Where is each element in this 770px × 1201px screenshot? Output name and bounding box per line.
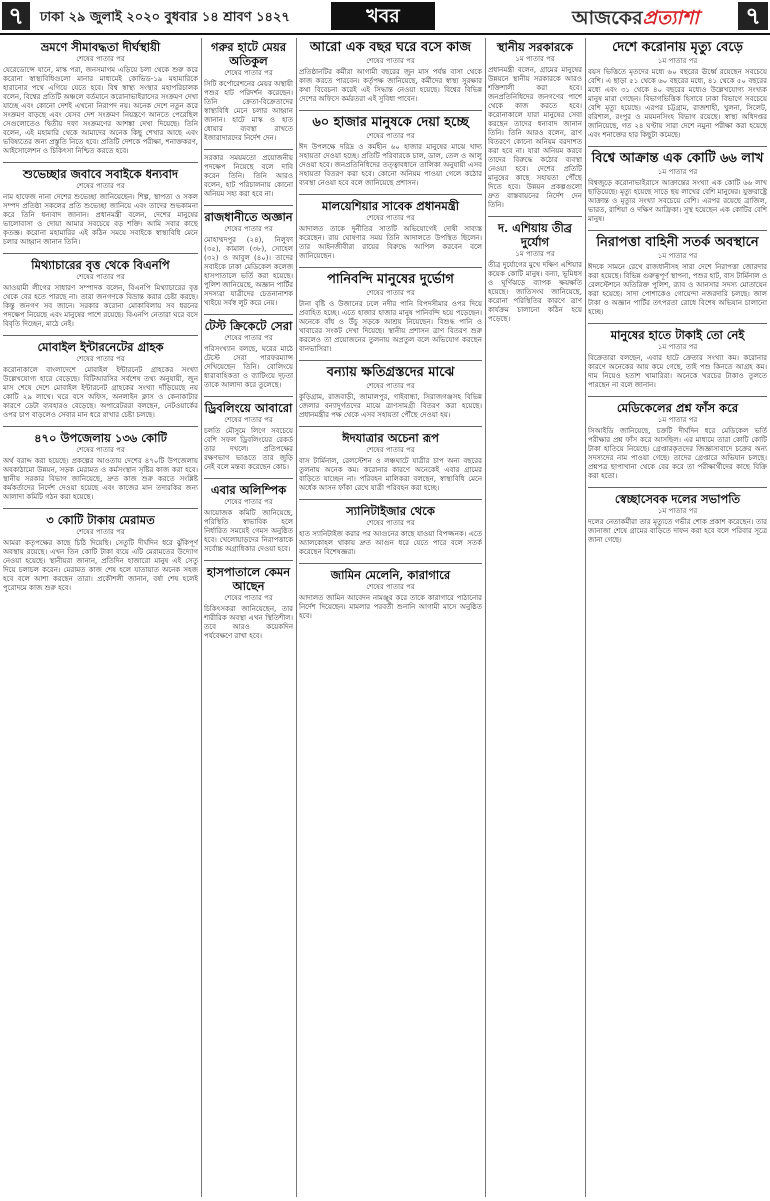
column-5 — [588, 38, 767, 1197]
article-body: কুড়িগ্রাম, রাজবাড়ী, জামালপুর, গাইবান্ধা, সিরাজগঞ্জসহ বিভিন্ন জেলার বন্যাদুর্গতদের মাঝে ত্রাণসামগ্রী বিতরণ করা হয়েছে। প্রধানমন্ত্রীর পক্ষ থেকে এসব সহায়তা পৌঁছে দেওয়া হয়। — [299, 393, 482, 419]
article-headline: ৩ কোটি টাকায় মেরামত — [46, 513, 155, 527]
article-body: দলের নেতাকর্মীরা তার মৃত্যুতে গভীর শোক প্রকাশ করেছেন। তার জানাজা শেষে গ্রামের বাড়িতে দাফন করা হবে বলে পরিবার সূত্রে জানা গেছে। — [588, 518, 767, 544]
column-divider — [585, 38, 586, 1197]
article — [204, 149, 293, 199]
masthead-logo — [572, 4, 732, 30]
article-jump-note: শেষের পাতার পর — [76, 273, 125, 281]
article-divider — [3, 508, 198, 509]
article — [299, 110, 482, 188]
column-divider — [485, 38, 486, 1197]
article-body: আমরা কতৃপক্ষের কাছে চিঠি দিয়েছি। সেতুটি দীর্ঘদিন ধরে ঝুঁকিপূর্ণ অবস্থায় রয়েছে। এখন তিন কোটি টাকা ব্যয়ে এটি মেরামতের উদ্যোগ নেওয়া হয়েছে। স্থানীয়রা জানান, প্রতিদিন হাজারো মানুষ এই সেতু দিয়ে চলাচল করেন। মেরামত কাজ শেষ হলে যাতায়াত অনেক সহজ হবে বলে আশা করছেন তারা। প্রকৌশলী জানান, বর্ষা শেষ হলেই পুরোদমে কাজ শুরু হবে। — [3, 539, 198, 592]
article-headline: ভ্রমণে সীমাবদ্ধতা দীর্ঘস্থায়ী — [40, 40, 161, 54]
article-jump-note: শেষের পাতার পর — [366, 519, 415, 527]
article-body: তীব্র দুর্যোগের মুখে দক্ষিণ এশিয়ার কয়েক কোটি মানুষ। বন্যা, ভূমিধস ও ঘূর্ণিঝড়ে ব্যাপক ক্ষয়ক্ষতি হয়েছে। জাতিসংঘ জানিয়েছে, করোনা পরিস্থিতির কারণে ত্রাণ কার্যক্রম চালানো কঠিন হয়ে পড়েছে। — [488, 261, 582, 323]
article-headline: স্যানিটাইজার থেকে — [346, 504, 435, 518]
article — [3, 508, 198, 593]
article-divider — [299, 360, 482, 361]
article — [3, 40, 198, 156]
article — [3, 426, 198, 502]
article-body: বয়স ভিত্তিতে মৃতদের মধ্যে ৬০ বছরের ঊর্ধ্বে রয়েছেন সবচেয়ে বেশি। এ ছাড়া ৫১ থেকে ৬০ বছরের মধ্যে, ৪১ থেকে ৫০ বছরের মধ্যে এবং ৩১ থেকে ৪০ বছরের মধ্যেও উল্লেখযোগ্য সংখ্যক মানুষ মারা গেছেন। বিভাগভিত্তিক হিসাবে ঢাকা বিভাগে সবচেয়ে বেশি মৃত্যু হয়েছে। এরপর চট্টগ্রাম, রাজশাহী, খুলনা, সিলেট, বরিশাল, রংপুর ও ময়মনসিংহ বিভাগ রয়েছে। স্বাস্থ্য অধিদপ্তর জানিয়েছে, গত ২৪ ঘণ্টায় সারা দেশে নমুনা পরীক্ষা করা হয়েছে এবং শনাক্তের হার কিছুটা কমেছে। — [588, 68, 767, 139]
article-body: বিক্রেতারা বলছেন, এবার হাটে ক্রেতার সংখ্যা কম। করোনার কারণে অনেকের আয় কমে গেছে, তাই পশু কিনতে আগ্রহ কম। দাম নিয়েও হতাশ খামারিরা। অনেকে খরচের টাকাও তুলতে পারছেন না বলে জানান। — [588, 354, 767, 389]
column-divider — [296, 38, 297, 1197]
article — [299, 267, 482, 354]
article-body: হাত স্যানিটাইজ করার পর আগুনের কাছে যাওয়া বিপজ্জনক। এতে অ্যালকোহল থাকায় দ্রুত আগুন ধরে যেতে পারে বলে সতর্ক করেছেন বিশেষজ্ঞরা। — [299, 530, 482, 556]
article-divider — [488, 216, 582, 217]
article-divider — [204, 205, 293, 206]
article — [299, 360, 482, 420]
article-body: সিআইডি জানিয়েছে, চক্রটি দীর্ঘদিন ধরে মেডিকেল ভর্তি পরীক্ষার প্রশ্ন ফাঁস করে আসছিল। এর মাধ্যমে তারা কোটি কোটি টাকা হাতিয়ে নিয়েছে। গ্রেপ্তারকৃতদের জিজ্ঞাসাবাদে চক্রের অন্য সদস্যদের নাম পাওয়া গেছে। তাদের গ্রেপ্তারে অভিযান চলছে। প্রশ্নপত্র ছাপাখানা থেকে বের করে তা পরীক্ষার্থীদের কাছে বিক্রি করা হতো। — [588, 427, 767, 480]
dateline: ঢাকা ২৯ জুলাই ২০২০ বুধবার ১৪ শ্রাবণ ১৪২৭ — [40, 10, 290, 25]
article-jump-note: ১ম পাতার পর — [657, 168, 698, 176]
page-number-right: ৭ — [738, 2, 768, 30]
article-jump-note: শেষের পাতার পর — [224, 225, 273, 233]
article-body: ঈদকে সামনে রেখে রাজধানীসহ সারা দেশে নিরাপত্তা জোরদার করা হয়েছে। বিভিন্ন গুরুত্বপূর্ণ স্থাপনা, পশুর হাট, বাস টার্মিনাল ও রেলস্টেশনে অতিরিক্ত পুলিশ, র‌্যাব ও আনসার সদস্য মোতায়েন করা হয়েছে। সাদা পোশাকেও গোয়েন্দা নজরদারি চলছে। জাল টাকা ও অজ্ঞান পার্টির তৎপরতা রোধে বিশেষ অভিযান চালানো হচ্ছে। — [588, 263, 767, 316]
article-divider — [204, 396, 293, 397]
article-headline: ৪৭০ উপজেলায় ১৩৬ কোটি — [34, 431, 167, 445]
column-3 — [299, 38, 482, 1197]
article-jump-note: শেষের পাতার পর — [366, 289, 415, 297]
article-jump-note: শেষের পাতার পর — [76, 446, 125, 454]
article-body: বিশ্বজুড়ে করোনাভাইরাসে আক্রান্তের সংখ্যা এক কোটি ৬৬ লাখ ছাড়িয়েছে। মৃত্যু হয়েছে সাড়ে ছয় লাখের বেশি মানুষের। যুক্তরাষ্ট্রে আক্রান্ত ও মৃত্যুর সংখ্যা সবচেয়ে বেশি। এরপর রয়েছে ব্রাজিল, ভারত, রাশিয়া ও দক্ষিণ আফ্রিকা। সুস্থ হয়েছেন এক কোটির বেশি মানুষ। — [588, 179, 767, 223]
article — [299, 426, 482, 493]
article-headline: মিথ্যাচারের বৃত্ত থেকে বিএনপি — [31, 258, 170, 272]
article-divider — [204, 560, 293, 561]
article-body: প্রধানমন্ত্রী বলেন, গ্রামের মানুষের উন্নয়নে স্থানীয় সরকারকে আরও শক্তিশালী করা হবে। জনপ্রতিনিধিদের জনগণের পাশে থেকে কাজ করতে হবে। করোনাকালে যারা মানুষের সেবা করছেন তাদের ধন্যবাদ জানান তিনি। তিনি আরও বলেন, ত্রাণ বিতরণে কোনো অনিয়ম বরদাশত করা হবে না। যারা অনিয়ম করবে তাদের বিরুদ্ধে কঠোর ব্যবস্থা নেওয়া হবে। দেশের প্রতিটি মানুষের কাছে সহায়তা পৌঁছে দিতে হবে। উন্নয়ন প্রকল্পগুলো দ্রুত বাস্তবায়নের নির্দেশ দেন তিনি। — [488, 66, 582, 209]
page-header — [0, 0, 770, 34]
section-label: খবর — [331, 2, 435, 30]
article — [204, 40, 293, 143]
article-divider — [204, 478, 293, 479]
article-headline: নিরাপত্তা বাহিনী সতর্ক অবস্থানে — [596, 235, 759, 250]
article-body: চলতি মৌসুমে লিগে সবচেয়ে বেশি সফল ড্রিবলিংয়ের রেকর্ড তার দখলে। প্রতিপক্ষের রক্ষণভাগ ভাঙতে তার জুড়ি নেই বলে মন্তব্য করেছেন কোচ। — [204, 427, 293, 471]
header-rule — [0, 33, 770, 35]
article-headline: ৬০ হাজার মানুষকে দেয়া হচ্ছে — [312, 115, 469, 130]
article-jump-note: শেষের পাতার পর — [224, 498, 273, 506]
article-body: নাম হাফেজ নানা দেশের শুভেচ্ছা জানিয়েছেন। শিল্প, স্থাপত্য ও সকল সম্পদ প্রতিষ্ঠা সকলের প্রতি শুভেচ্ছা জানিয়ে এবং তাদের শুভকামনা করে তিনি ধন্যবাদ জানান। প্রধানমন্ত্রী বলেন, দেশের মানুষের ভালোবাসা ও দোয়া আমার সবচেয়ে বড় শক্তি। আমি সবার কাছে কৃতজ্ঞ। করোনা মহামারির এই কঠিন সময়ে সবাইকে স্বাস্থ্যবিধি মেনে চলার আহ্বান জানান তিনি। — [3, 193, 198, 246]
article — [299, 499, 482, 557]
article-jump-note: ১ম পাতার পর — [657, 57, 698, 65]
article-divider — [588, 146, 767, 147]
article-headline: টেস্ট ক্রিকেটে সেরা — [204, 319, 293, 333]
article-headline: শুভেচ্ছার জবাবে সবাইকে ধন্যবাদ — [22, 167, 179, 181]
article-body: বাস টার্মিনাল, রেলস্টেশন ও লঞ্চঘাটে যাত্রীর চাপ অন্য বছরের তুলনায় অনেক কম। করোনার কারণে অনেকেই এবার গ্রামের বাড়িতে যাচ্ছেন না। পরিবহন মালিকরা বলছেন, স্বাস্থ্যবিধি মেনে অর্ধেক আসন ফাঁকা রেখে যাত্রী পরিবহন করা হচ্ছে। — [299, 457, 482, 492]
article-divider — [3, 426, 198, 427]
article-divider — [588, 396, 767, 397]
article — [299, 194, 482, 261]
article-body: করোনাকালে বাংলাদেশে মোবাইল ইন্টারনেট গ্রাহকের সংখ্যা উল্লেখযোগ্য হারে বেড়েছে। বিটিআরসির সর্বশেষ তথ্য অনুযায়ী, জুন মাস শেষে দেশে মোবাইল ইন্টারনেট গ্রাহকের সংখ্যা দাঁড়িয়েছে নয় কোটি ২৯ লাখে। ঘরে বসে অফিস, অনলাইন ক্লাস ও কেনাকাটার কারণে ডেটা ব্যবহারও বেড়েছে। অপারেটররা বলছেন, নেটওয়ার্কের ওপর চাপ বাড়লেও সেবার মান ধরে রাখার চেষ্টা চলছে। — [3, 366, 198, 419]
article-jump-note: শেষের পাতার পর — [366, 132, 415, 140]
article-body: প্রতিষ্ঠানটির কর্মীরা আগামী বছরের জুন মাস পর্যন্ত বাসা থেকে কাজ করতে পারবেন। কর্তৃপক্ষ জানিয়েছে, কর্মীদের স্বাস্থ্য সুরক্ষার কথা বিবেচনা করেই এই সিদ্ধান্ত নেওয়া হয়েছে। বিশ্বের বিভিন্ন দেশের অফিসে কর্মরতরা এই সুবিধা পাবেন। — [299, 68, 482, 103]
article-body: যেরেড্যেন্সে যানে, মাস্ক পরা, জনসমাগম এড়িয়ে চলা থেকে শুরু করে করোনা স্বাস্থ্যবিধিগুলো মানার মাধ্যমেই কোভিড-১৯ মহামারিকে হারানোর পথে এগিয়ে যেতে হবে। বিশ্ব স্বাস্থ্য সংস্থার মহাপরিচালক বলেন, বিশ্বের প্রতিটি অঞ্চলে বর্তমানে করোনাভাইরাসের সংক্রমণ দেখা যাচ্ছে এবং কোনো দেশই এখনো নিরাপদ নয়। অনেক দেশে নতুন করে সংক্রমণ বাড়ছে এবং যেসব দেশ সংক্রমণ নিয়ন্ত্রণে আনতে পেরেছিল সেগুলোতেও দ্বিতীয় দফা সংক্রমণের আশঙ্কা দেখা দিয়েছে। তিনি বলেন, এই মহামারি থেকে আমাদের অনেক কিছু শেখার আছে এবং ভবিষ্যতের জন্য প্রস্তুতি নিতে হবে। প্রতিটি দেশকে পরীক্ষা, শনাক্তকরণ, আইসোলেশন ও চিকিৎসা নিশ্চিত করতে হবে। — [3, 66, 198, 155]
article — [588, 230, 767, 317]
article — [588, 323, 767, 390]
article-headline: গরুর হাটে মেয়র অতিকুল — [210, 40, 287, 68]
article-jump-note: ১ম পাতার পর — [657, 252, 698, 260]
article-divider — [299, 426, 482, 427]
article-jump-note: শেষের পাতার পর — [366, 583, 415, 591]
article-jump-note: ১ম পাতার পর — [657, 507, 698, 515]
article-headline: দেশে করোনায় মৃত্যু বেড়ে — [612, 40, 743, 55]
article-divider — [204, 314, 293, 315]
article-body: সরকার সময়মতো প্রয়োজনীয় পদক্ষেপ নিয়েছে বলে দাবি করেন তিনি। তিনি আরও বলেন, হাট পরিচালনায় কোনো অনিয়ম সহ্য করা হবে না। — [204, 154, 293, 198]
article-headline: ড্রিবলিংয়ে আবারো — [204, 401, 293, 415]
article-divider — [3, 162, 198, 163]
article — [204, 478, 293, 554]
article — [488, 40, 582, 210]
article — [3, 162, 198, 247]
article-body: আয়োজক কমিটি জানিয়েছে, পরিস্থিতি স্বাভাবিক হলে নির্ধারিত সময়েই গেমস অনুষ্ঠিত হবে। খেলোয়াড়দের নিরাপত্তাকে সর্বোচ্চ অগ্রাধিকার দেওয়া হবে। — [204, 509, 293, 553]
article-body: পরিসংখ্যান বলছে, ঘরের মাঠে টেস্টে সেরা পারফরম্যান্স দেখিয়েছেন তিনি। বোলিংয়ে ধারাবাহিকতা ও ব্যাটিংয়ে দৃঢ়তা তাকে আলাদা করে তুলেছে। — [204, 345, 293, 389]
article — [204, 314, 293, 390]
article-jump-note: শেষের পাতার পর — [76, 355, 125, 363]
article-headline: হাসপাতালে কেমন আছেন — [206, 565, 291, 593]
article-jump-note: শেষের পাতার পর — [366, 57, 415, 65]
article-jump-note: শেষের পাতার পর — [224, 416, 273, 424]
article-jump-note: ১ম পাতার পর — [515, 55, 555, 63]
article — [588, 487, 767, 545]
article-jump-note: শেষের পাতার পর — [224, 334, 273, 342]
article-divider — [299, 267, 482, 268]
article-jump-note: শেষের পাতার পর — [76, 55, 125, 63]
article — [588, 396, 767, 481]
article-headline: পানিবন্দি মানুষের দুর্ভোগ — [327, 272, 454, 287]
article-divider — [299, 499, 482, 500]
page-number-left: ৭ — [2, 2, 30, 30]
article-headline: বিশ্বে আক্রান্ত এক কোটি ৬৬ লাখ — [591, 151, 764, 166]
article-jump-note: শেষের পাতার পর — [76, 182, 125, 190]
article-headline: স্বেচ্ছাসেবক দলের সভাপতি — [614, 492, 741, 506]
article — [299, 40, 482, 104]
article-jump-note: শেষের পাতার পর — [76, 528, 125, 536]
article-headline: বন্যায় ক্ষতিগ্রস্তদের মাঝে — [326, 365, 455, 380]
article-body: আদালত জামিন আবেদন নামঞ্জুর করে তাকে কারাগারে পাঠানোর নির্দেশ দিয়েছেন। মামলার পরবর্তী শুনানি আগামী মাসে অনুষ্ঠিত হবে। — [299, 594, 482, 620]
article-headline: জামিন মেলেনি, কারাগারে — [330, 568, 451, 582]
article-divider — [299, 563, 482, 564]
article-divider — [299, 194, 482, 195]
article-divider — [204, 149, 293, 150]
article-jump-note: শেষের পাতার পর — [366, 446, 415, 454]
article-divider — [3, 253, 198, 254]
article-headline: ঈদযাত্রার অচেনা রূপ — [342, 431, 439, 445]
article — [3, 335, 198, 420]
article-jump-note: শেষের পাতার পর — [366, 382, 415, 390]
logo-part-1: আজকের — [572, 7, 643, 29]
article-body: মোহাম্মদপুর (২৪), নিলুফা (৩৫), কামাল (৩৮), সোহেল (৩২) ও আবুল (৪০)। তাদের সবাইকে ঢাকা মেডিকেল কলেজ হাসপাতালে ভর্তি করা হয়েছে। পুলিশ জানিয়েছে, অজ্ঞান পার্টির সদস্যরা যাত্রীদের চেতনানাশক খাইয়ে সর্বস্ব লুট করে নেয়। — [204, 236, 293, 307]
article-headline: মেডিকেলের প্রশ্ন ফাঁস করে — [616, 401, 739, 415]
article — [488, 216, 582, 324]
article — [588, 146, 767, 224]
article — [204, 396, 293, 472]
article-jump-note: শেষের পাতার পর — [366, 214, 415, 222]
article-body: টানা বৃষ্টি ও উজানের ঢলে নদীর পানি বিপদসীমার ওপর দিয়ে প্রবাহিত হচ্ছে। এতে হাজার হাজার মানুষ পানিবন্দি হয়ে পড়েছেন। অনেকে বাঁধ ও উঁচু সড়কে আশ্রয় নিয়েছেন। বিশুদ্ধ পানি ও খাবারের সংকট দেখা দিয়েছে। স্থানীয় প্রশাসন ত্রাণ বিতরণ শুরু করলেও তা প্রয়োজনের তুলনায় অপ্রতুল বলে অভিযোগ করছেন বানভাসিরা। — [299, 300, 482, 353]
article-jump-note: ১ম পাতার পর — [657, 343, 698, 351]
article-headline: দ. এশিয়ায় তীব্র দুর্যোগ — [498, 221, 572, 249]
article-divider — [3, 335, 198, 336]
column-1 — [3, 38, 198, 1197]
logo-part-2: প্রত্যাশা — [642, 7, 699, 29]
article-body: আদালত তাকে দুর্নীতির সাতটি অভিযোগেই দোষী সাব্যস্ত করেছেন। রায় ঘোষণার সময় তিনি আদালতে উপস্থিত ছিলেন। তার আইনজীবীরা রায়ের বিরুদ্ধে আপিল করবেন বলে জানিয়েছেন। — [299, 225, 482, 260]
article-body: অর্থ বরাদ্দ করা হয়েছে। প্রকল্পের আওতায় দেশের ৪৭০টি উপজেলায় অবকাঠামো উন্নয়ন, সড়ক মেরামত ও কর্মসংস্থান সৃষ্টির কাজ করা হবে। স্থানীয় সরকার বিভাগ জানিয়েছে, দ্রুত কাজ শুরু করতে সংশ্লিষ্ট কর্মকর্তাদের নির্দেশ দেওয়া হয়েছে এবং কাজের মান তদারকির জন্য আলাদা কমিটি গঠন করা হয়েছে। — [3, 457, 198, 501]
article-jump-note: শেষের পাতার পর — [224, 69, 273, 77]
article-body: ঈদ উপলক্ষে দরিদ্র ও কর্মহীন ৬০ হাজার মানুষের মাঝে খাদ্য সহায়তা দেওয়া হচ্ছে। প্রতিটি পরিবারকে চাল, ডাল, তেল ও আলু দেওয়া হবে। জনপ্রতিনিধিদের তত্ত্বাবধানে তালিকা অনুযায়ী এসব সহায়তা বিতরণ করা হবে। কোনো অনিয়ম পাওয়া গেলে কঠোর ব্যবস্থা নেওয়া হবে বলে জানিয়েছে প্রশাসন। — [299, 143, 482, 187]
article — [588, 40, 767, 140]
article-body: চিকিৎসকরা জানিয়েছেন, তার শারীরিক অবস্থা এখন স্থিতিশীল। তবে আরও কয়েকদিন পর্যবেক্ষণে রাখা হবে। — [204, 605, 293, 640]
article-jump-note: ১ম পাতার পর — [515, 250, 555, 258]
article-body: সিটি কর্পোরেশনের মেয়র অস্থায়ী পশুর হাট পরিদর্শন করেছেন। তিনি ক্রেতা-বিক্রেতাদের স্বাস্থ্যবিধি মেনে চলার আহ্বান জানান। হাটে মাস্ক ও হাত ধোয়ার ব্যবস্থা রাখতে ইজারাদারদের নির্দেশ দেন। — [204, 80, 293, 142]
column-2 — [204, 38, 293, 1197]
column-4 — [488, 38, 582, 1197]
article-body: আওয়ামী লীগের সাধারণ সম্পাদক বলেন, বিএনপি মিথ্যাচারের বৃত্ত থেকে বের হতে পারছে না। তারা জনগণকে বিভ্রান্ত করার চেষ্টা করছে। কিন্তু জনগণ সব জানে। সরকার করোনা মোকাবিলায় সব ধরনের পদক্ষেপ নিয়েছে এবং মানুষের পাশে রয়েছে। বিএনপি নেতারা ঘরে বসে বিবৃতি দিচ্ছেন, মাঠে নেই। — [3, 284, 198, 328]
article-headline: মানুষের হাতে টাকাই তো নেই — [610, 328, 745, 342]
column-divider — [201, 38, 202, 1197]
article-headline: এবার অলিম্পিক — [210, 483, 287, 497]
article-headline: আরো এক বছর ঘরে বসে কাজ — [309, 40, 472, 55]
article-headline: মোবাইল ইন্টারনেটের গ্রাহক — [37, 340, 164, 354]
article-headline: রাজধানীতে অজ্ঞান — [204, 210, 293, 224]
article — [204, 205, 293, 308]
article — [299, 563, 482, 621]
article — [204, 560, 293, 641]
article-divider — [588, 487, 767, 488]
article-jump-note: শেষের পাতার পর — [224, 594, 273, 602]
article-headline: স্থানীয় সরকারকে — [496, 40, 574, 54]
article-jump-note: ১ম পাতার পর — [657, 416, 698, 424]
article-divider — [588, 230, 767, 231]
article — [3, 253, 198, 329]
article-headline: মালয়েশিয়ার সাবেক প্রধানমন্ত্রী — [321, 199, 460, 213]
article-divider — [299, 110, 482, 111]
article-divider — [588, 323, 767, 324]
